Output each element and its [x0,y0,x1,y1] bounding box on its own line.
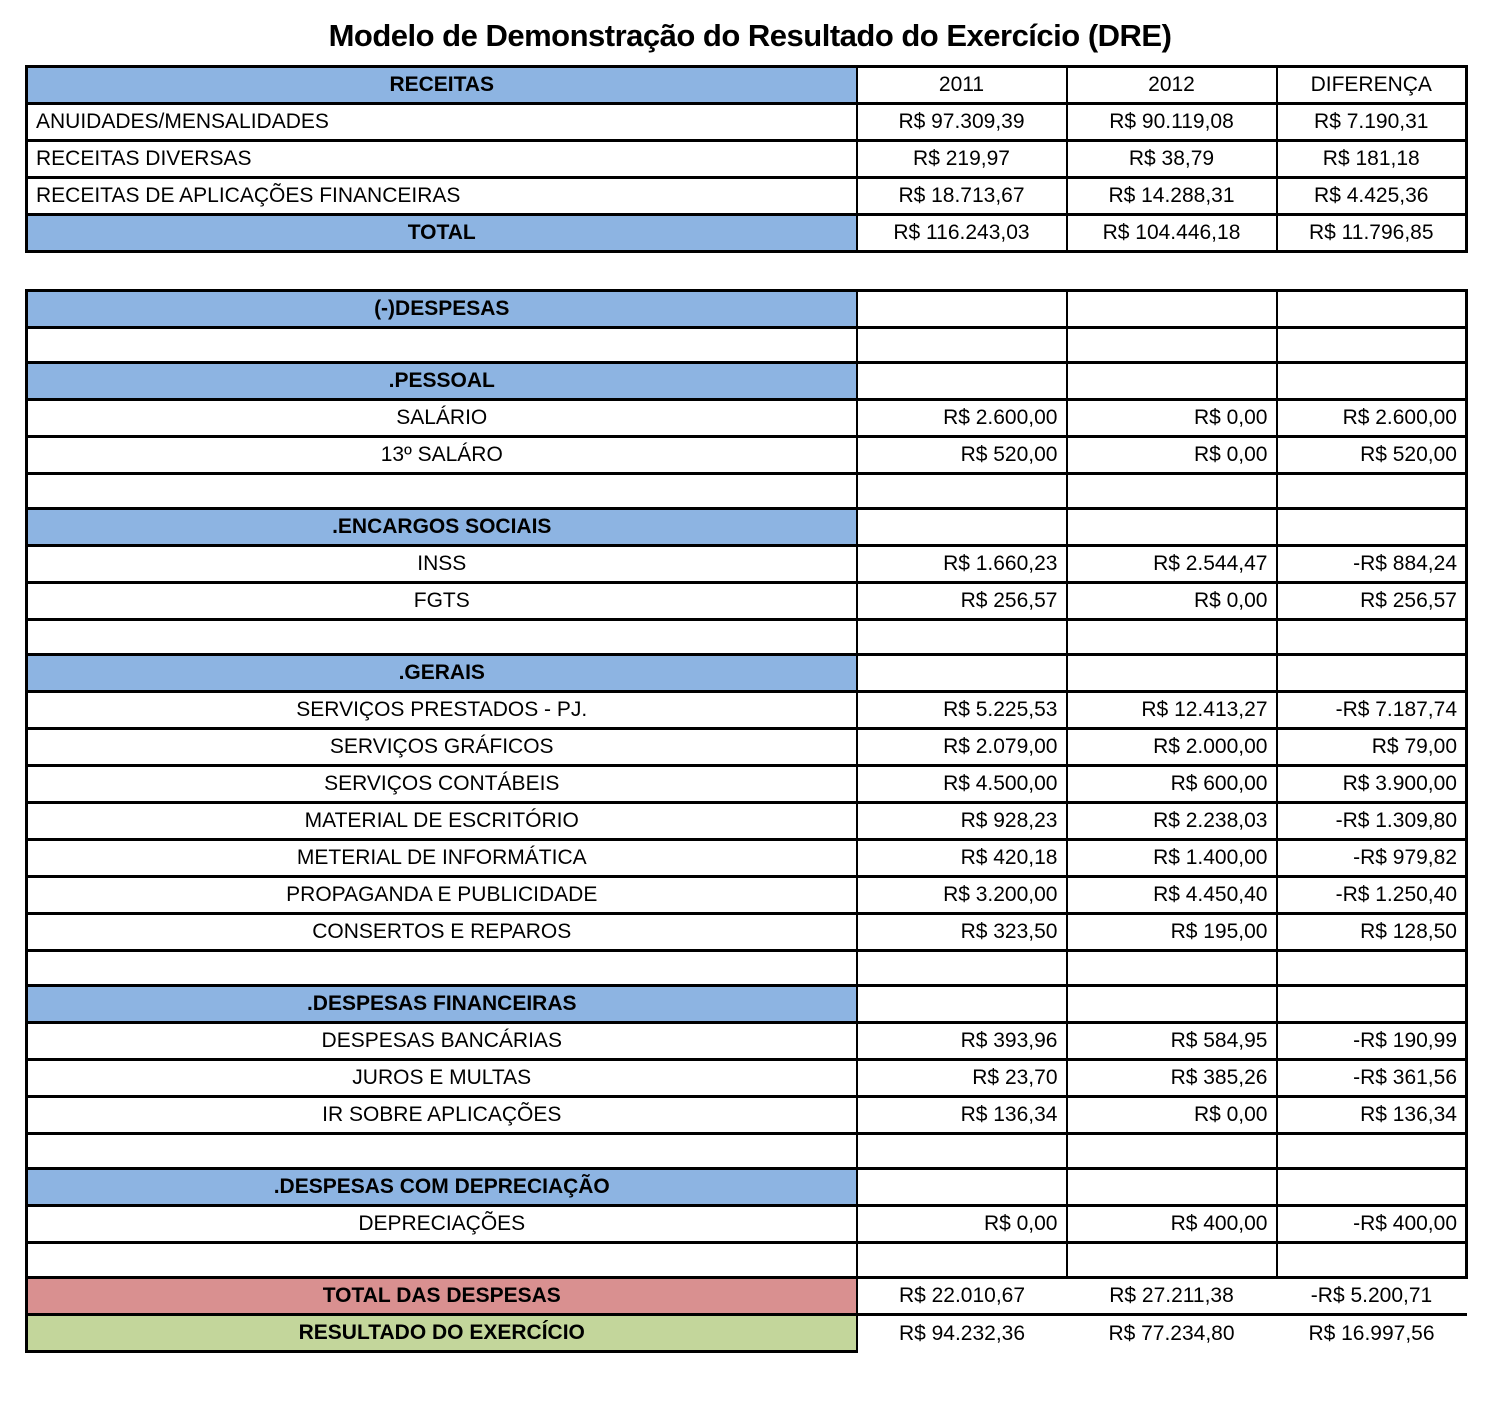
empty-cell [27,328,857,363]
empty-cell [1067,328,1277,363]
row-label-cell: CONSERTOS E REPAROS [27,914,857,951]
section-label-cell: .PESSOAL [27,363,857,400]
empty-cell [1277,1134,1467,1169]
receitas-header-row [27,67,1467,104]
value-2011-cell: R$ 520,00 [857,437,1067,474]
value-2011-cell: R$ 256,57 [857,583,1067,620]
value-2011-cell: R$ 393,96 [857,1023,1067,1060]
value-2011-cell: R$ 219,97 [857,141,1067,178]
empty-cell [1277,655,1467,692]
value-diff-cell: -R$ 400,00 [1277,1206,1467,1243]
table-row [27,141,1467,178]
value-2012-cell: R$ 385,26 [1067,1060,1277,1097]
value-2011-cell: R$ 3.200,00 [857,877,1067,914]
empty-cell [1067,1169,1277,1206]
empty-cell [857,986,1067,1023]
value-2011-cell: R$ 23,70 [857,1060,1067,1097]
value-2012-cell: R$ 90.119,08 [1067,104,1277,141]
resultado-label-cell: RESULTADO DO EXERCÍCIO [27,1315,857,1352]
table-row [27,437,1467,474]
row-label-cell: 13º SALÁRO [27,437,857,474]
empty-cell [1277,1169,1467,1206]
empty-cell [1067,986,1277,1023]
section-row [27,655,1467,692]
value-2012-cell: R$ 0,00 [1067,437,1277,474]
resultado-exercicio-row [27,1315,1467,1352]
section-label-cell: .ENCARGOS SOCIAIS [27,509,857,546]
row-label-cell: DESPESAS BANCÁRIAS [27,1023,857,1060]
table-row [27,1097,1467,1134]
value-2011-cell: R$ 2.079,00 [857,729,1067,766]
value-2012-cell: R$ 27.211,38 [1067,1278,1277,1315]
value-diff-cell: -R$ 979,82 [1277,840,1467,877]
row-label-cell: RECEITAS DE APLICAÇÕES FINANCEIRAS [27,178,857,215]
row-label-cell: FGTS [27,583,857,620]
empty-cell [1067,951,1277,986]
blank-row [27,328,1467,363]
value-diff-cell: R$ 136,34 [1277,1097,1467,1134]
value-2011-cell: R$ 323,50 [857,914,1067,951]
table-row [27,583,1467,620]
empty-cell [857,328,1067,363]
blank-row [27,1243,1467,1278]
row-label-cell: METERIAL DE INFORMÁTICA [27,840,857,877]
empty-cell [857,291,1067,328]
value-diff-cell: -R$ 190,99 [1277,1023,1467,1060]
empty-cell [857,951,1067,986]
value-2012-cell: R$ 195,00 [1067,914,1277,951]
value-2011-cell: R$ 0,00 [857,1206,1067,1243]
blank-row [27,474,1467,509]
value-2011-cell: R$ 94.232,36 [898,1321,1026,1345]
receitas-total-row [27,215,1467,252]
empty-cell [1067,655,1277,692]
table-row [27,914,1467,951]
section-row [27,363,1467,400]
row-label-cell: DEPRECIAÇÕES [27,1206,857,1243]
value-2011-cell: R$ 2.600,00 [857,400,1067,437]
table-row [27,766,1467,803]
section-row [27,291,1467,328]
value-diff-cell: R$ 7.190,31 [1277,104,1467,141]
row-label-cell: ANUIDADES/MENSALIDADES [27,104,857,141]
empty-cell [27,474,857,509]
year-2011-header: 2011 [857,67,1067,104]
value-2012-cell: R$ 0,00 [1067,1097,1277,1134]
blank-row [27,620,1467,655]
value-diff-cell: R$ 4.425,36 [1277,178,1467,215]
value-2012-cell: R$ 2.238,03 [1067,803,1277,840]
section-row [27,986,1467,1023]
value-diff-cell: -R$ 1.309,80 [1277,803,1467,840]
section-label-cell: .GERAIS [27,655,857,692]
table-row [27,729,1467,766]
value-2012-cell: R$ 0,00 [1067,583,1277,620]
row-label-cell: SERVIÇOS CONTÁBEIS [27,766,857,803]
table-row [27,546,1467,583]
empty-cell [1067,620,1277,655]
total-despesas-label-cell: TOTAL DAS DESPESAS [27,1278,857,1315]
value-diff-cell: R$ 3.900,00 [1277,766,1467,803]
table-row [27,692,1467,729]
receitas-header-cell: RECEITAS [27,67,857,104]
empty-cell [1067,474,1277,509]
section-label-cell: .DESPESAS FINANCEIRAS [27,986,857,1023]
value-2011-cell: R$ 5.225,53 [857,692,1067,729]
value-2012-cell: R$ 4.450,40 [1067,877,1277,914]
table-row [27,803,1467,840]
table-row [27,1060,1467,1097]
value-2011-cell: R$ 420,18 [857,840,1067,877]
empty-cell [27,1243,857,1278]
value-2011-cell: R$ 97.309,39 [857,104,1067,141]
empty-cell [857,655,1067,692]
empty-cell [1277,291,1467,328]
empty-cell [857,620,1067,655]
value-2011-cell: R$ 928,23 [857,803,1067,840]
row-label-cell: INSS [27,546,857,583]
value-diff-cell: -R$ 5.200,71 [1277,1278,1467,1315]
value-2012-cell: R$ 38,79 [1067,141,1277,178]
empty-cell [857,1169,1067,1206]
empty-cell [1067,1134,1277,1169]
value-2012-cell: R$ 12.413,27 [1067,692,1277,729]
row-label-cell: RECEITAS DIVERSAS [27,141,857,178]
value-diff-cell: R$ 11.796,85 [1277,215,1467,252]
row-label-cell: IR SOBRE APLICAÇÕES [27,1097,857,1134]
empty-cell [1277,328,1467,363]
value-2011-cell: R$ 4.500,00 [857,766,1067,803]
table-row [27,877,1467,914]
empty-cell [1277,363,1467,400]
value-diff-cell: -R$ 7.187,74 [1277,692,1467,729]
value-2012-cell: R$ 600,00 [1067,766,1277,803]
section-label-cell: (-)DESPESAS [27,291,857,328]
section-row [27,1169,1467,1206]
empty-cell [1277,1243,1467,1278]
empty-cell [1067,291,1277,328]
empty-cell [857,1134,1067,1169]
value-2012-cell: R$ 2.544,47 [1067,546,1277,583]
table-row [27,104,1467,141]
empty-cell [27,620,857,655]
value-2011-cell: R$ 116.243,03 [857,215,1067,252]
despesas-table [25,289,1468,1353]
value-diff-cell: R$ 128,50 [1277,914,1467,951]
receitas-table [25,65,1468,253]
total-label-cell: TOTAL [27,215,857,252]
value-2012-cell: R$ 400,00 [1067,1206,1277,1243]
value-2012-cell: R$ 104.446,18 [1067,215,1277,252]
value-diff-cell: R$ 79,00 [1277,729,1467,766]
table-row [27,840,1467,877]
row-label-cell: MATERIAL DE ESCRITÓRIO [27,803,857,840]
row-label-cell: SALÁRIO [27,400,857,437]
year-2012-header: 2012 [1067,67,1277,104]
empty-cell [1277,474,1467,509]
value-2012-cell: R$ 584,95 [1067,1023,1277,1060]
value-diff-cell: R$ 520,00 [1277,437,1467,474]
value-diff-cell: R$ 16.997,56 [1308,1321,1435,1345]
value-diff-cell: -R$ 884,24 [1277,546,1467,583]
table-row [27,400,1467,437]
row-label-cell: SERVIÇOS GRÁFICOS [27,729,857,766]
empty-cell [1067,1243,1277,1278]
empty-cell [857,1243,1067,1278]
table-row [27,1206,1467,1243]
value-diff-cell: -R$ 1.250,40 [1277,877,1467,914]
empty-cell [1277,509,1467,546]
section-row [27,509,1467,546]
table-row [27,178,1467,215]
blank-row [27,1134,1467,1169]
value-2011-cell: R$ 1.660,23 [857,546,1067,583]
diferenca-header: DIFERENÇA [1277,67,1467,104]
empty-cell [27,951,857,986]
value-diff-cell: R$ 2.600,00 [1277,400,1467,437]
empty-cell [1277,951,1467,986]
row-label-cell: JUROS E MULTAS [27,1060,857,1097]
blank-row [27,951,1467,986]
empty-cell [27,1134,857,1169]
value-diff-cell: R$ 181,18 [1277,141,1467,178]
total-despesas-row [27,1278,1467,1315]
empty-cell [857,474,1067,509]
value-2012-cell: R$ 1.400,00 [1067,840,1277,877]
value-2012-cell: R$ 77.234,80 [1108,1321,1235,1345]
value-2012-cell: R$ 0,00 [1067,400,1277,437]
value-2011-cell: R$ 22.010,67 [857,1278,1067,1315]
row-label-cell: SERVIÇOS PRESTADOS - PJ. [27,692,857,729]
empty-cell [857,509,1067,546]
value-diff-cell: -R$ 361,56 [1277,1060,1467,1097]
value-2011-cell: R$ 136,34 [857,1097,1067,1134]
empty-cell [1277,620,1467,655]
empty-cell [857,363,1067,400]
page-title: Modelo de Demonstração do Resultado do Exercício (DRE) [328,18,1172,53]
value-diff-cell: R$ 256,57 [1277,583,1467,620]
empty-cell [1067,363,1277,400]
table-row [27,1023,1467,1060]
value-2011-cell: R$ 18.713,67 [857,178,1067,215]
empty-cell [1067,509,1277,546]
empty-cell [1277,986,1467,1023]
value-2012-cell: R$ 14.288,31 [1067,178,1277,215]
value-2012-cell: R$ 2.000,00 [1067,729,1277,766]
row-label-cell: PROPAGANDA E PUBLICIDADE [27,877,857,914]
section-label-cell: .DESPESAS COM DEPRECIAÇÃO [27,1169,857,1206]
